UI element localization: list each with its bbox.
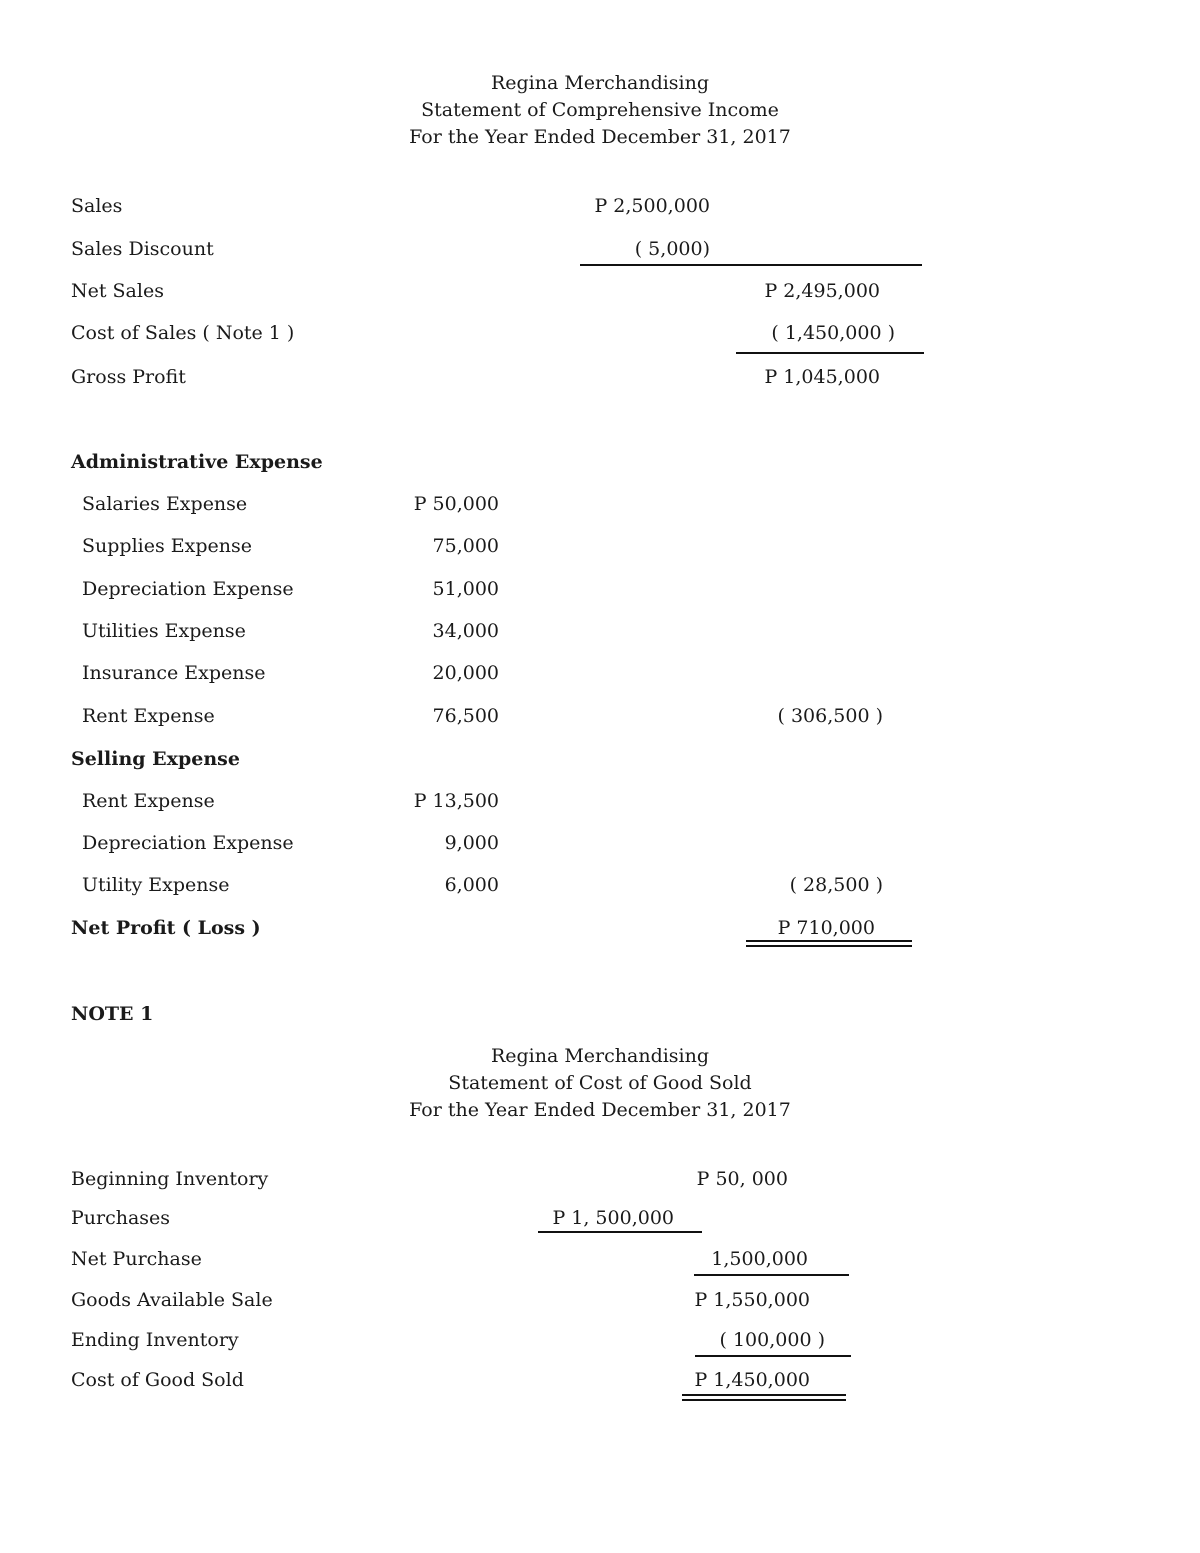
- admin-item-amount: 20,000: [432, 662, 499, 684]
- selling-item-amount: P 13,500: [413, 790, 499, 812]
- net-profit-amount: P 710,000: [777, 917, 875, 939]
- ending-inventory-label: Ending Inventory: [71, 1329, 239, 1351]
- net-sales-label: Net Sales: [71, 280, 164, 302]
- beginning-inventory-label: Beginning Inventory: [71, 1168, 269, 1190]
- statement-title: Statement of Comprehensive Income: [421, 99, 779, 121]
- goods-available-amount: P 1,550,000: [694, 1289, 810, 1311]
- admin-expense-heading: Administrative Expense: [71, 451, 323, 473]
- beginning-inventory-amount: P 50, 000: [696, 1168, 788, 1190]
- admin-item-amount: 51,000: [432, 578, 499, 600]
- sales-discount-amount: ( 5,000): [634, 238, 710, 260]
- sales-amount: P 2,500,000: [594, 195, 710, 217]
- net-purchase-amount: 1,500,000: [711, 1248, 808, 1270]
- goods-available-label: Goods Available Sale: [71, 1289, 273, 1311]
- selling-item-amount: 9,000: [444, 832, 499, 854]
- selling-expense-total: ( 28,500 ): [789, 874, 883, 896]
- cost-of-sales-label: Cost of Sales ( Note 1 ): [71, 322, 295, 344]
- net-purchase-label: Net Purchase: [71, 1248, 202, 1270]
- admin-expense-total: ( 306,500 ): [777, 705, 883, 727]
- cogs-statement-period: For the Year Ended December 31, 2017: [409, 1099, 791, 1121]
- gross-profit-amount: P 1,045,000: [764, 366, 880, 388]
- underline-net-purchase: [694, 1274, 849, 1276]
- note-label: NOTE 1: [71, 1003, 154, 1025]
- cost-of-good-sold-label: Cost of Good Sold: [71, 1369, 244, 1391]
- admin-item-amount: 34,000: [432, 620, 499, 642]
- sales-label: Sales: [71, 195, 123, 217]
- purchases-amount: P 1, 500,000: [552, 1207, 674, 1229]
- admin-item-label: Insurance Expense: [82, 662, 266, 684]
- admin-item-label: Rent Expense: [82, 705, 215, 727]
- admin-item-label: Supplies Expense: [82, 535, 252, 557]
- admin-item-label: Salaries Expense: [82, 493, 248, 515]
- cost-of-sales-amount: ( 1,450,000 ): [771, 322, 895, 344]
- selling-item-amount: 6,000: [444, 874, 499, 896]
- selling-item-label: Rent Expense: [82, 790, 215, 812]
- statement-period: For the Year Ended December 31, 2017: [409, 126, 791, 148]
- admin-item-amount: 76,500: [432, 705, 499, 727]
- gross-profit-label: Gross Profit: [71, 366, 186, 388]
- net-profit-label: Net Profit ( Loss ): [71, 917, 261, 939]
- cogs-statement-title: Statement of Cost of Good Sold: [448, 1072, 752, 1094]
- admin-item-amount: 75,000: [432, 535, 499, 557]
- double-underline-cost-of-good-sold: [682, 1394, 846, 1401]
- underline-purchases: [538, 1231, 702, 1233]
- selling-expense-heading: Selling Expense: [71, 748, 240, 770]
- admin-item-label: Depreciation Expense: [82, 578, 294, 600]
- cost-of-good-sold-amount: P 1,450,000: [694, 1369, 810, 1391]
- cogs-company-name: Regina Merchandising: [490, 1045, 710, 1067]
- double-underline-net-profit: [746, 940, 912, 947]
- selling-item-label: Utility Expense: [82, 874, 230, 896]
- admin-item-amount: P 50,000: [413, 493, 499, 515]
- purchases-label: Purchases: [71, 1207, 171, 1229]
- underline-ending-inventory: [695, 1355, 851, 1357]
- sales-discount-label: Sales Discount: [71, 238, 214, 260]
- underline-cost-of-sales: [736, 352, 924, 354]
- net-sales-amount: P 2,495,000: [764, 280, 880, 302]
- underline-sales-discount: [580, 264, 922, 266]
- admin-item-label: Utilities Expense: [82, 620, 246, 642]
- selling-item-label: Depreciation Expense: [82, 832, 294, 854]
- company-name: Regina Merchandising: [490, 72, 710, 94]
- ending-inventory-amount: ( 100,000 ): [719, 1329, 825, 1351]
